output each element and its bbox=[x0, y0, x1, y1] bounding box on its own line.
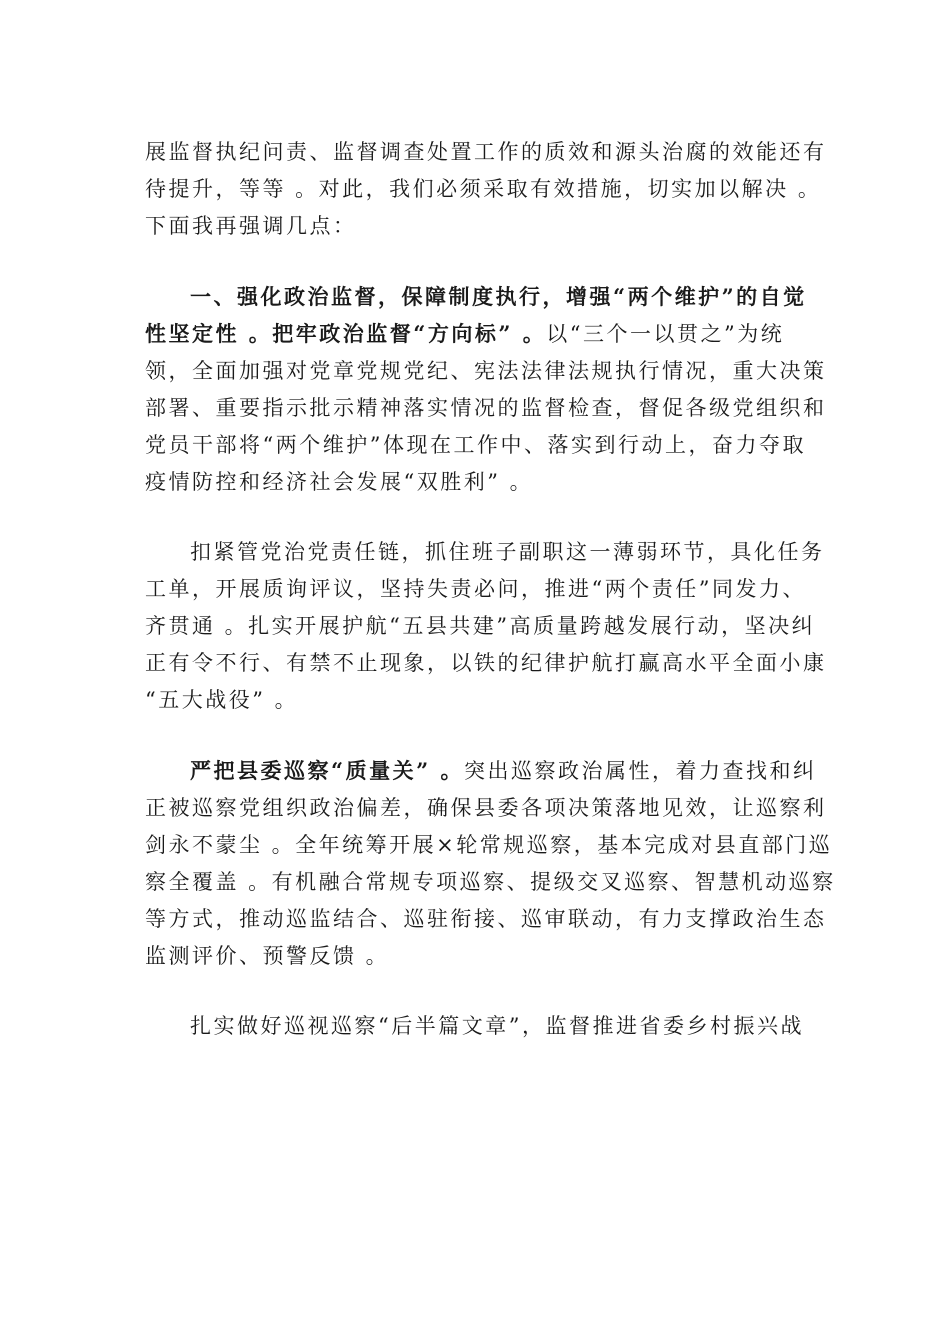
text-line: 扣紧管党治党责任链，抓住班子副职这一薄弱环节，具化任务 bbox=[190, 540, 825, 564]
text-line: 下面我再强调几点： bbox=[145, 214, 357, 238]
text-line: 察全覆盖 。有机融合常规专项巡察、提级交叉巡察、智慧机动巡察 bbox=[145, 870, 836, 894]
text-line: 党员干部将“两个维护”体现在工作中、落实到行动上，奋力夺取 bbox=[145, 433, 806, 457]
text-line bbox=[145, 315, 807, 353]
document-body bbox=[145, 134, 836, 1045]
text-line: 正被巡察党组织政治偏差，确保县委各项决策落地见效，让巡察利 bbox=[145, 796, 827, 820]
subheading-direction-marker: 性坚定性 。把牢政治监督“方向标” 。 bbox=[145, 321, 547, 346]
paragraph-intro bbox=[145, 134, 827, 245]
text-line: 正有令不行、有禁不止现象，以铁的纪律护航打赢高水平全面小康 bbox=[145, 651, 827, 675]
text-line: 监测评价、预警反馈 。 bbox=[145, 944, 390, 968]
text-line: 领，全面加强对党章党规党纪、宪法法律法规执行情况，重大决策 bbox=[145, 359, 827, 383]
text-line bbox=[145, 752, 817, 790]
section-heading: 一、强化政治监督，保障制度执行，增强“两个维护”的自觉 bbox=[190, 284, 807, 309]
text-run: 以“三个一以贯之”为统 bbox=[546, 322, 785, 346]
paragraph-inspection-quality bbox=[145, 752, 836, 975]
paragraph-responsibility-chain bbox=[145, 534, 827, 719]
subheading-quality-gate: 严把县委巡察“质量关” 。 bbox=[190, 758, 464, 783]
text-run: 突出巡察政治属性，着力查找和纠 bbox=[463, 759, 817, 783]
text-line: “五大战役” 。 bbox=[145, 688, 299, 712]
text-line: 部署、重要指示批示精神落实情况的监督检查，督促各级党组织和 bbox=[145, 396, 827, 420]
text-line: 剑永不蒙尘 。全年统筹开展×轮常规巡察，基本完成对县直部门巡 bbox=[145, 833, 833, 857]
text-line: 工单，开展质询评议，坚持失责必问，推进“两个责任”同发力、 bbox=[145, 577, 806, 601]
text-line: 等方式，推动巡监结合、巡驻衔接、巡审联动，有力支撑政治生态 bbox=[145, 907, 827, 931]
text-line: 展监督执纪问责、监督调查处置工作的质效和源头治腐的效能还有 bbox=[145, 140, 827, 164]
text-line: 扎实做好巡视巡察“后半篇文章”，监督推进省委乡村振兴战 bbox=[190, 1014, 804, 1038]
text-line: 疫情防控和经济社会发展“双胜利” 。 bbox=[145, 470, 534, 494]
text-line: 齐贯通 。扎实开展护航“五县共建”高质量跨越发展行动，坚决纠 bbox=[145, 614, 816, 638]
paragraph-political-supervision bbox=[145, 278, 827, 501]
paragraph-follow-up bbox=[145, 1008, 807, 1045]
text-line: 待提升，等等 。对此，我们必须采取有效措施，切实加以解决 。 bbox=[145, 177, 822, 201]
